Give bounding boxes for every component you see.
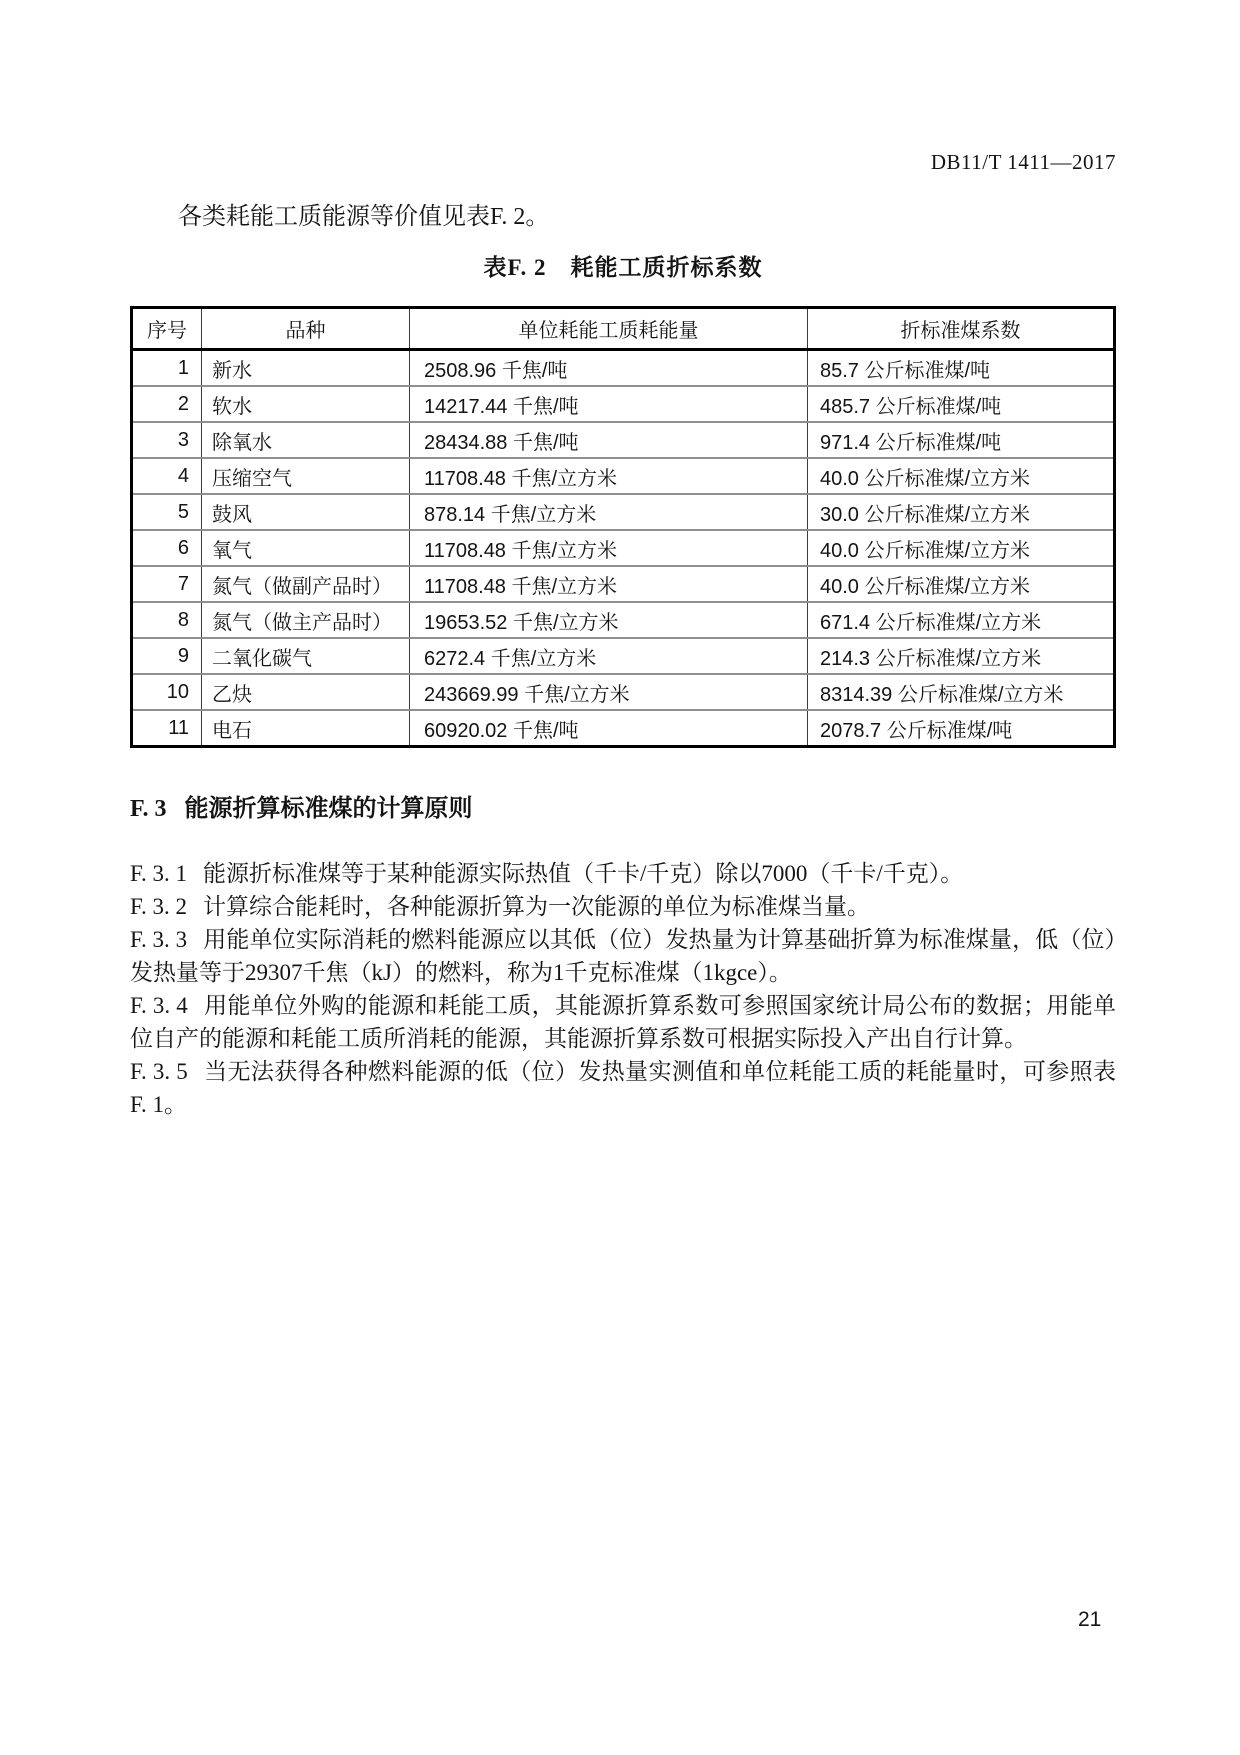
table-row — [132, 566, 1115, 602]
section-heading — [130, 788, 1116, 823]
table-cell: 10 — [132, 674, 202, 710]
table-cell: 氮气（做主产品时） — [202, 602, 410, 638]
table-cell: 28434.88 千焦/吨 — [410, 422, 808, 458]
table-body — [132, 350, 1115, 747]
table-cell: 氮气（做副产品时） — [202, 566, 410, 602]
table-cell: 971.4 公斤标准煤/吨 — [808, 422, 1115, 458]
column-header-index: 序号 — [132, 308, 202, 350]
table-cell: 3 — [132, 422, 202, 458]
page-number: 21 — [1078, 1608, 1102, 1631]
table-cell: 软水 — [202, 386, 410, 422]
table-cell: 243669.99 千焦/立方米 — [410, 674, 808, 710]
table-cell: 11 — [132, 710, 202, 747]
conversion-factor-table — [130, 306, 1116, 748]
section-number: F. 3 — [130, 796, 167, 822]
table-cell: 8314.39 公斤标准煤/立方米 — [808, 674, 1115, 710]
clause-number: F. 3. 4 — [130, 993, 188, 1018]
table-cell: 1 — [132, 350, 202, 387]
table-row — [132, 350, 1115, 387]
table-cell: 19653.52 千焦/立方米 — [410, 602, 808, 638]
column-header-energy: 单位耗能工质耗能量 — [410, 308, 808, 350]
table-row — [132, 530, 1115, 566]
table-cell: 二氧化碳气 — [202, 638, 410, 674]
table-cell: 5 — [132, 494, 202, 530]
table-row — [132, 386, 1115, 422]
table-cell: 671.4 公斤标准煤/立方米 — [808, 602, 1115, 638]
page-content — [130, 0, 1116, 1121]
table-cell: 214.3 公斤标准煤/立方米 — [808, 638, 1115, 674]
table-row — [132, 422, 1115, 458]
column-header-name: 品种 — [202, 308, 410, 350]
section-title: 能源折算标准煤的计算原则 — [184, 796, 473, 822]
table-cell: 60920.02 千焦/吨 — [410, 710, 808, 747]
table-cell: 8 — [132, 602, 202, 638]
table-cell: 40.0 公斤标准煤/立方米 — [808, 530, 1115, 566]
table-cell: 6 — [132, 530, 202, 566]
table-header-row — [132, 308, 1115, 350]
table-cell: 乙炔 — [202, 674, 410, 710]
table-cell: 新水 — [202, 350, 410, 387]
table-cell: 4 — [132, 458, 202, 494]
table-cell: 878.14 千焦/立方米 — [410, 494, 808, 530]
table-cell: 2 — [132, 386, 202, 422]
table-row — [132, 494, 1115, 530]
clause-number: F. 3. 3 — [130, 927, 188, 952]
table-title: 表F. 2 耗能工质折标系数 — [483, 255, 763, 280]
table-row — [132, 710, 1115, 747]
table-cell: 2508.96 千焦/吨 — [410, 350, 808, 387]
clause-f32 — [130, 890, 1116, 923]
clause-text: 用能单位实际消耗的燃料能源应以其低（位）发热量为计算基础折算为标准煤量，低（位）发热量等于29307千焦（kJ）的燃料，称为1千克标准煤（1kgce）。 — [130, 927, 1117, 985]
table-row — [132, 458, 1115, 494]
clause-text: 能源折标准煤等于某种能源实际热值（千卡/千克）除以7000（千卡/千克）。 — [202, 861, 964, 886]
table-cell: 压缩空气 — [202, 458, 410, 494]
clause-number: F. 3. 1 — [130, 861, 187, 886]
clause-f31 — [130, 857, 1116, 890]
table-cell: 485.7 公斤标准煤/吨 — [808, 386, 1115, 422]
table-cell: 85.7 公斤标准煤/吨 — [808, 350, 1115, 387]
clause-text: 计算综合能耗时，各种能源折算为一次能源的单位为标准煤当量。 — [202, 894, 870, 919]
table-header — [132, 308, 1115, 350]
intro-paragraph: 各类耗能工质能源等价值见表F. 2。 — [178, 204, 550, 230]
clause-f35 — [130, 1055, 1116, 1121]
table-cell: 除氧水 — [202, 422, 410, 458]
standard-code-header: DB11/T 1411—2017 — [930, 150, 1116, 174]
table-cell: 11708.48 千焦/立方米 — [410, 530, 808, 566]
table-cell: 电石 — [202, 710, 410, 747]
clause-text: 用能单位外购的能源和耗能工质，其能源折算系数可参照国家统计局公布的数据；用能单位自产的能源和耗能工质所消耗的能源，其能源折算系数可根据实际投入产出自行计算。 — [130, 993, 1116, 1051]
table-cell: 氧气 — [202, 530, 410, 566]
table-cell: 11708.48 千焦/立方米 — [410, 458, 808, 494]
table-cell: 14217.44 千焦/吨 — [410, 386, 808, 422]
clause-number: F. 3. 2 — [130, 894, 187, 919]
table-cell: 11708.48 千焦/立方米 — [410, 566, 808, 602]
table-cell: 6272.4 千焦/立方米 — [410, 638, 808, 674]
table-cell: 9 — [132, 638, 202, 674]
clause-f34 — [130, 989, 1116, 1055]
table-cell: 40.0 公斤标准煤/立方米 — [808, 458, 1115, 494]
table-cell: 2078.7 公斤标准煤/吨 — [808, 710, 1115, 747]
table-row — [132, 638, 1115, 674]
table-cell: 7 — [132, 566, 202, 602]
clause-f33 — [130, 923, 1116, 989]
clauses-block — [130, 857, 1116, 1121]
table-cell: 40.0 公斤标准煤/立方米 — [808, 566, 1115, 602]
table-row — [132, 674, 1115, 710]
column-header-factor: 折标准煤系数 — [808, 308, 1115, 350]
clause-text: 当无法获得各种燃料能源的低（位）发热量实测值和单位耗能工质的耗能量时，可参照表F. 1。 — [130, 1059, 1116, 1117]
table-cell: 30.0 公斤标准煤/立方米 — [808, 494, 1115, 530]
clause-number: F. 3. 5 — [130, 1059, 188, 1084]
table-row — [132, 602, 1115, 638]
table-cell: 鼓风 — [202, 494, 410, 530]
